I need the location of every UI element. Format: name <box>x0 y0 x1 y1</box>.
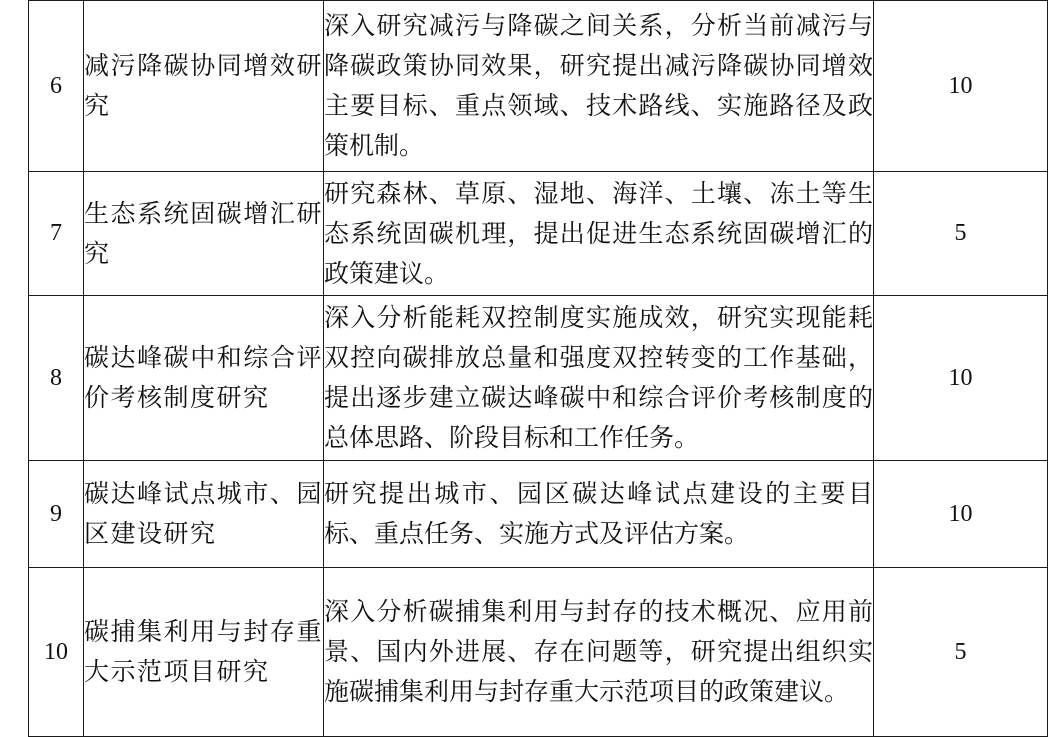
topic-score: 10 <box>874 296 1048 461</box>
topic-score: 10 <box>874 461 1048 568</box>
topic-name: 碳达峰试点城市、园区建设研究 <box>84 461 324 568</box>
topic-content: 深入分析能耗双控制度实施成效，研究实现能耗双控向碳排放总量和强度双控转变的工作基础，提出逐步建立碳达峰碳中和综合评价考核制度的总体思路、阶段目标和工作任务。 <box>324 296 874 461</box>
table-row <box>29 172 1048 296</box>
table-row <box>29 568 1048 737</box>
topic-name: 生态系统固碳增汇研究 <box>84 172 324 296</box>
topic-name: 碳捕集利用与封存重大示范项目研究 <box>84 568 324 737</box>
topic-content: 研究森林、草原、湿地、海洋、土壤、冻土等生态系统固碳机理，提出促进生态系统固碳增汇的政策建议。 <box>324 172 874 296</box>
row-number: 7 <box>29 172 84 296</box>
topic-score: 10 <box>874 1 1048 172</box>
research-topics-table <box>28 0 1048 737</box>
topic-name: 碳达峰碳中和综合评价考核制度研究 <box>84 296 324 461</box>
topic-score: 5 <box>874 172 1048 296</box>
row-number: 6 <box>29 1 84 172</box>
row-number: 8 <box>29 296 84 461</box>
row-number: 9 <box>29 461 84 568</box>
table-row <box>29 296 1048 461</box>
topic-score: 5 <box>874 568 1048 737</box>
topic-content: 深入研究减污与降碳之间关系，分析当前减污与降碳政策协同效果，研究提出减污降碳协同增效主要目标、重点领域、技术路线、实施路径及政策机制。 <box>324 1 874 172</box>
topic-content: 深入分析碳捕集利用与封存的技术概况、应用前景、国内外进展、存在问题等，研究提出组织实施碳捕集利用与封存重大示范项目的政策建议。 <box>324 568 874 737</box>
row-number: 10 <box>29 568 84 737</box>
topic-name: 减污降碳协同增效研究 <box>84 1 324 172</box>
table-row <box>29 1 1048 172</box>
table-row <box>29 461 1048 568</box>
topic-content: 研究提出城市、园区碳达峰试点建设的主要目标、重点任务、实施方式及评估方案。 <box>324 461 874 568</box>
